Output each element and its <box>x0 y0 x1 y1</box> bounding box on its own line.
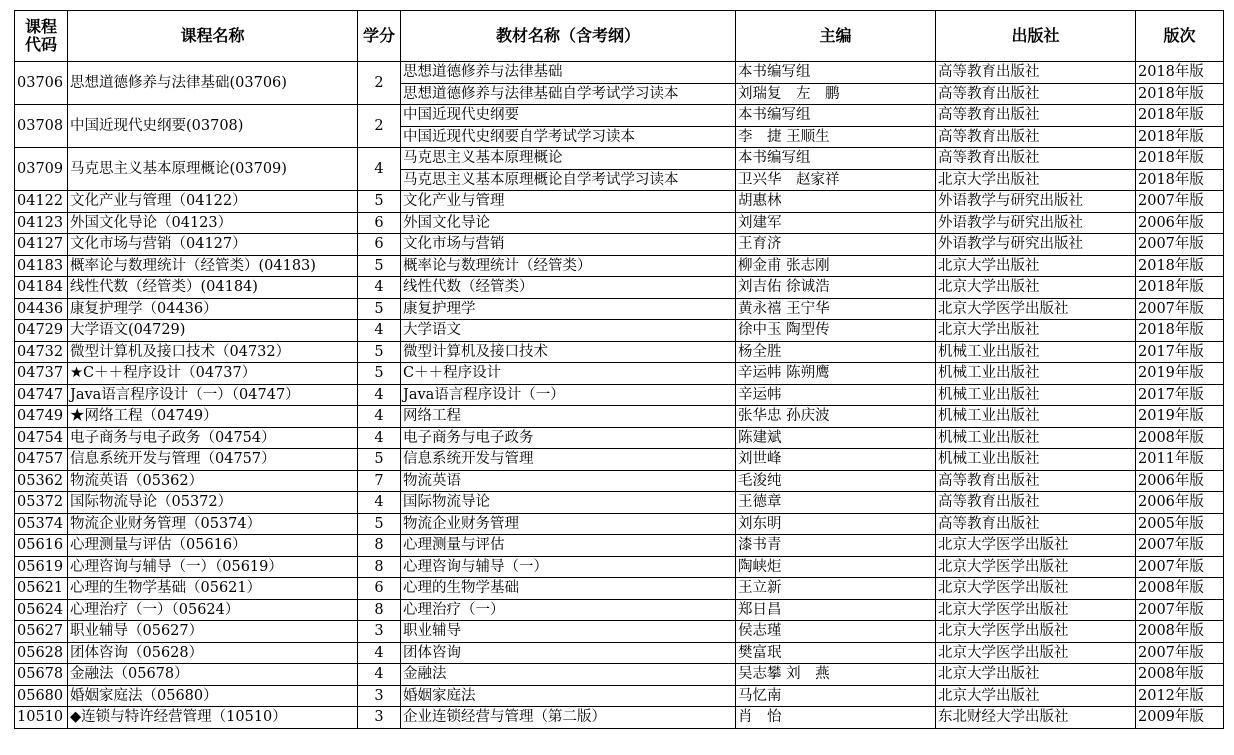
textbook-editor: 刘吉佑 徐诚浩 <box>736 277 936 299</box>
textbook-edition: 2006年版 <box>1136 470 1224 492</box>
textbook-publisher: 机械工业出版社 <box>936 384 1136 406</box>
textbook-editor: 本书编写组 <box>736 105 936 127</box>
textbook-edition: 2019年版 <box>1136 363 1224 385</box>
textbook-editor: 刘建军 <box>736 212 936 234</box>
table-row <box>15 578 1224 600</box>
textbook-publisher: 北京大学出版社 <box>936 277 1136 299</box>
course-name: 马克思主义基本原理概论(03709) <box>68 148 358 191</box>
textbook-edition: 2019年版 <box>1136 406 1224 428</box>
course-name: ◆连锁与特许经营管理（10510） <box>68 707 358 729</box>
textbook-edition: 2017年版 <box>1136 341 1224 363</box>
textbook-editor: 刘东明 <box>736 513 936 535</box>
course-credit: 5 <box>358 298 401 320</box>
course-name: 文化市场与营销（04127） <box>68 234 358 256</box>
textbook-editor: 刘瑞复 左 鹏 <box>736 83 936 105</box>
course-code: 04757 <box>15 449 68 471</box>
textbook-editor: 刘世峰 <box>736 449 936 471</box>
table-row <box>15 685 1224 707</box>
table-row <box>15 363 1224 385</box>
course-code: 05628 <box>15 642 68 664</box>
textbook-edition: 2008年版 <box>1136 621 1224 643</box>
course-name: 思想道德修养与法律基础(03706) <box>68 62 358 105</box>
textbook-publisher: 机械工业出版社 <box>936 406 1136 428</box>
textbook-title: 职业辅导 <box>401 621 736 643</box>
textbook-edition: 2005年版 <box>1136 513 1224 535</box>
textbook-publisher: 北京大学医学出版社 <box>936 642 1136 664</box>
textbook-publisher: 北京大学医学出版社 <box>936 298 1136 320</box>
textbook-editor: 樊富珉 <box>736 642 936 664</box>
table-row <box>15 406 1224 428</box>
textbook-editor: 马忆南 <box>736 685 936 707</box>
textbook-editor: 辛运帏 陈朔鹰 <box>736 363 936 385</box>
course-credit: 6 <box>358 212 401 234</box>
textbook-editor: 陈建斌 <box>736 427 936 449</box>
table-row <box>15 62 1224 84</box>
table-row <box>15 277 1224 299</box>
course-name: ★网络工程（04749） <box>68 406 358 428</box>
textbook-publisher: 外语教学与研究出版社 <box>936 212 1136 234</box>
course-credit: 2 <box>358 105 401 148</box>
textbook-publisher: 北京大学出版社 <box>936 685 1136 707</box>
table-row <box>15 255 1224 277</box>
course-code: 10510 <box>15 707 68 729</box>
table-row <box>15 148 1224 170</box>
course-credit: 7 <box>358 470 401 492</box>
table-row <box>15 234 1224 256</box>
course-name: 信息系统开发与管理（04757） <box>68 449 358 471</box>
course-credit: 8 <box>358 535 401 557</box>
textbook-title: 马克思主义基本原理概论自学考试学习读本 <box>401 169 736 191</box>
textbook-publisher: 高等教育出版社 <box>936 105 1136 127</box>
textbook-title: 国际物流导论 <box>401 492 736 514</box>
header-row <box>15 11 1224 62</box>
course-name: 大学语文(04729) <box>68 320 358 342</box>
course-name: 职业辅导（05627） <box>68 621 358 643</box>
textbook-editor: 郑日昌 <box>736 599 936 621</box>
textbook-edition: 2007年版 <box>1136 642 1224 664</box>
course-code: 03708 <box>15 105 68 148</box>
course-code: 04183 <box>15 255 68 277</box>
textbook-title: C＋＋程序设计 <box>401 363 736 385</box>
textbook-publisher: 北京大学医学出版社 <box>936 556 1136 578</box>
textbook-title: 心理的生物学基础 <box>401 578 736 600</box>
textbook-title: 线性代数（经管类） <box>401 277 736 299</box>
course-credit: 4 <box>358 664 401 686</box>
textbook-edition: 2018年版 <box>1136 62 1224 84</box>
course-credit: 4 <box>358 406 401 428</box>
course-code: 04754 <box>15 427 68 449</box>
course-credit: 3 <box>358 621 401 643</box>
course-credit: 3 <box>358 707 401 729</box>
course-credit: 5 <box>358 363 401 385</box>
textbook-title: 电子商务与电子政务 <box>401 427 736 449</box>
textbook-editor: 漆书青 <box>736 535 936 557</box>
textbook-edition: 2006年版 <box>1136 492 1224 514</box>
table-row <box>15 341 1224 363</box>
course-code: 04729 <box>15 320 68 342</box>
textbook-title: 物流英语 <box>401 470 736 492</box>
textbook-editor: 本书编写组 <box>736 148 936 170</box>
header-credit: 学分 <box>358 11 401 62</box>
course-name: 心理治疗（一）（05624） <box>68 599 358 621</box>
textbook-publisher: 高等教育出版社 <box>936 148 1136 170</box>
textbook-editor: 徐中玉 陶型传 <box>736 320 936 342</box>
course-name: 金融法（05678） <box>68 664 358 686</box>
textbook-title: 婚姻家庭法 <box>401 685 736 707</box>
textbook-editor: 王德章 <box>736 492 936 514</box>
table-row <box>15 427 1224 449</box>
course-code: 04749 <box>15 406 68 428</box>
course-name: 文化产业与管理（04122） <box>68 191 358 213</box>
table-row <box>15 664 1224 686</box>
course-name: 康复护理学（04436） <box>68 298 358 320</box>
course-code: 05619 <box>15 556 68 578</box>
header-publisher: 出版社 <box>936 11 1136 62</box>
textbook-edition: 2007年版 <box>1136 535 1224 557</box>
table-row <box>15 513 1224 535</box>
header-edition: 版次 <box>1136 11 1224 62</box>
textbook-editor: 黄永禧 王宁华 <box>736 298 936 320</box>
course-code: 05678 <box>15 664 68 686</box>
textbook-edition: 2018年版 <box>1136 148 1224 170</box>
course-code: 04737 <box>15 363 68 385</box>
textbook-publisher: 机械工业出版社 <box>936 341 1136 363</box>
table-row <box>15 384 1224 406</box>
textbook-title: 概率论与数理统计（经管类） <box>401 255 736 277</box>
course-code: 05374 <box>15 513 68 535</box>
course-name: 团体咨询（05628） <box>68 642 358 664</box>
table-row <box>15 470 1224 492</box>
course-name: 心理的生物学基础（05621） <box>68 578 358 600</box>
table-row <box>15 298 1224 320</box>
textbook-edition: 2007年版 <box>1136 599 1224 621</box>
course-code: 04184 <box>15 277 68 299</box>
textbook-publisher: 北京大学出版社 <box>936 255 1136 277</box>
textbook-edition: 2011年版 <box>1136 449 1224 471</box>
textbook-publisher: 北京大学医学出版社 <box>936 578 1136 600</box>
textbook-edition: 2018年版 <box>1136 255 1224 277</box>
course-name: 物流英语（05362） <box>68 470 358 492</box>
textbook-publisher: 东北财经大学出版社 <box>936 707 1136 729</box>
textbook-title: 大学语文 <box>401 320 736 342</box>
course-code: 03706 <box>15 62 68 105</box>
textbook-edition: 2008年版 <box>1136 664 1224 686</box>
textbook-edition: 2007年版 <box>1136 556 1224 578</box>
table-row <box>15 320 1224 342</box>
textbook-edition: 2009年版 <box>1136 707 1224 729</box>
textbook-title: 文化市场与营销 <box>401 234 736 256</box>
course-code: 05362 <box>15 470 68 492</box>
course-code: 04732 <box>15 341 68 363</box>
textbook-editor: 肖 怡 <box>736 707 936 729</box>
course-code: 05627 <box>15 621 68 643</box>
textbook-publisher: 高等教育出版社 <box>936 126 1136 148</box>
textbook-edition: 2012年版 <box>1136 685 1224 707</box>
table-row <box>15 707 1224 729</box>
textbook-title: 团体咨询 <box>401 642 736 664</box>
course-credit: 6 <box>358 234 401 256</box>
textbook-edition: 2018年版 <box>1136 169 1224 191</box>
course-code: 05616 <box>15 535 68 557</box>
textbook-title: 信息系统开发与管理 <box>401 449 736 471</box>
textbook-edition: 2017年版 <box>1136 384 1224 406</box>
textbook-title: 金融法 <box>401 664 736 686</box>
textbook-title: 外国文化导论 <box>401 212 736 234</box>
textbook-publisher: 高等教育出版社 <box>936 513 1136 535</box>
course-name: 国际物流导论（05372） <box>68 492 358 514</box>
course-credit: 4 <box>358 427 401 449</box>
course-credit: 4 <box>358 277 401 299</box>
textbook-title: 心理测量与评估 <box>401 535 736 557</box>
textbook-title: 中国近现代史纲要 <box>401 105 736 127</box>
textbook-editor: 卫兴华 赵家祥 <box>736 169 936 191</box>
textbook-edition: 2008年版 <box>1136 427 1224 449</box>
textbook-editor: 张华忠 孙庆波 <box>736 406 936 428</box>
textbook-title: 心理治疗（一） <box>401 599 736 621</box>
course-name: 电子商务与电子政务（04754） <box>68 427 358 449</box>
header-name: 课程名称 <box>68 11 358 62</box>
course-credit: 8 <box>358 556 401 578</box>
textbook-publisher: 北京大学出版社 <box>936 664 1136 686</box>
textbook-publisher: 北京大学医学出版社 <box>936 621 1136 643</box>
textbook-publisher: 高等教育出版社 <box>936 492 1136 514</box>
textbook-edition: 2018年版 <box>1136 105 1224 127</box>
course-credit: 4 <box>358 320 401 342</box>
textbook-title: 企业连锁经营与管理（第二版） <box>401 707 736 729</box>
textbook-title: Java语言程序设计（一） <box>401 384 736 406</box>
textbook-editor: 柳金甫 张志刚 <box>736 255 936 277</box>
course-name: 微型计算机及接口技术（04732） <box>68 341 358 363</box>
course-credit: 4 <box>358 492 401 514</box>
course-name: ★C＋＋程序设计（04737） <box>68 363 358 385</box>
course-credit: 4 <box>358 384 401 406</box>
course-credit: 4 <box>358 148 401 191</box>
table-row <box>15 212 1224 234</box>
textbook-editor: 陶峡炬 <box>736 556 936 578</box>
textbook-title: 网络工程 <box>401 406 736 428</box>
table-row <box>15 191 1224 213</box>
course-credit: 5 <box>358 341 401 363</box>
textbook-publisher: 北京大学出版社 <box>936 169 1136 191</box>
textbook-edition: 2007年版 <box>1136 234 1224 256</box>
course-name: 心理测量与评估（05616） <box>68 535 358 557</box>
textbook-title: 康复护理学 <box>401 298 736 320</box>
course-table <box>14 10 1224 729</box>
textbook-title: 思想道德修养与法律基础 <box>401 62 736 84</box>
course-credit: 5 <box>358 513 401 535</box>
course-name: 心理咨询与辅导（一）（05619） <box>68 556 358 578</box>
textbook-edition: 2007年版 <box>1136 191 1224 213</box>
textbook-editor: 胡惠林 <box>736 191 936 213</box>
textbook-title: 文化产业与管理 <box>401 191 736 213</box>
header-code: 课程 代码 <box>15 11 68 62</box>
course-credit: 4 <box>358 642 401 664</box>
textbook-editor: 辛运帏 <box>736 384 936 406</box>
textbook-edition: 2018年版 <box>1136 83 1224 105</box>
course-name: Java语言程序设计（一）（04747） <box>68 384 358 406</box>
textbook-title: 马克思主义基本原理概论 <box>401 148 736 170</box>
textbook-editor: 王育济 <box>736 234 936 256</box>
course-code: 04747 <box>15 384 68 406</box>
textbook-publisher: 机械工业出版社 <box>936 427 1136 449</box>
textbook-editor: 本书编写组 <box>736 62 936 84</box>
textbook-title: 中国近现代史纲要自学考试学习读本 <box>401 126 736 148</box>
textbook-edition: 2018年版 <box>1136 320 1224 342</box>
course-name: 中国近现代史纲要(03708) <box>68 105 358 148</box>
textbook-edition: 2007年版 <box>1136 298 1224 320</box>
textbook-publisher: 北京大学医学出版社 <box>936 599 1136 621</box>
course-name: 外国文化导论（04123） <box>68 212 358 234</box>
course-credit: 2 <box>358 62 401 105</box>
textbook-editor: 李 捷 王顺生 <box>736 126 936 148</box>
course-credit: 8 <box>358 599 401 621</box>
course-code: 05624 <box>15 599 68 621</box>
table-row <box>15 621 1224 643</box>
textbook-publisher: 北京大学医学出版社 <box>936 535 1136 557</box>
course-code: 05621 <box>15 578 68 600</box>
textbook-editor: 毛浚纯 <box>736 470 936 492</box>
course-code: 04122 <box>15 191 68 213</box>
course-code: 04436 <box>15 298 68 320</box>
course-code: 04123 <box>15 212 68 234</box>
textbook-publisher: 高等教育出版社 <box>936 62 1136 84</box>
course-credit: 3 <box>358 685 401 707</box>
course-credit: 6 <box>358 578 401 600</box>
textbook-title: 微型计算机及接口技术 <box>401 341 736 363</box>
header-textbook: 教材名称（含考纲） <box>401 11 736 62</box>
textbook-publisher: 机械工业出版社 <box>936 363 1136 385</box>
table-row <box>15 599 1224 621</box>
table-row <box>15 535 1224 557</box>
course-code: 05372 <box>15 492 68 514</box>
textbook-publisher: 机械工业出版社 <box>936 449 1136 471</box>
textbook-publisher: 外语教学与研究出版社 <box>936 191 1136 213</box>
course-credit: 5 <box>358 449 401 471</box>
course-name: 婚姻家庭法（05680） <box>68 685 358 707</box>
textbook-publisher: 外语教学与研究出版社 <box>936 234 1136 256</box>
course-code: 04127 <box>15 234 68 256</box>
table-row <box>15 556 1224 578</box>
textbook-editor: 王立新 <box>736 578 936 600</box>
course-credit: 5 <box>358 255 401 277</box>
textbook-editor: 吴志攀 刘 燕 <box>736 664 936 686</box>
course-code: 03709 <box>15 148 68 191</box>
textbook-title: 思想道德修养与法律基础自学考试学习读本 <box>401 83 736 105</box>
textbook-edition: 2008年版 <box>1136 578 1224 600</box>
textbook-edition: 2006年版 <box>1136 212 1224 234</box>
textbook-publisher: 高等教育出版社 <box>936 83 1136 105</box>
table-row <box>15 642 1224 664</box>
course-code: 05680 <box>15 685 68 707</box>
course-credit: 5 <box>358 191 401 213</box>
course-name: 概率论与数理统计（经管类）(04183) <box>68 255 358 277</box>
course-name: 物流企业财务管理（05374） <box>68 513 358 535</box>
textbook-edition: 2018年版 <box>1136 277 1224 299</box>
textbook-publisher: 北京大学出版社 <box>936 320 1136 342</box>
table-row <box>15 492 1224 514</box>
course-name: 线性代数（经管类）(04184) <box>68 277 358 299</box>
textbook-title: 心理咨询与辅导（一） <box>401 556 736 578</box>
textbook-editor: 杨全胜 <box>736 341 936 363</box>
table-row <box>15 449 1224 471</box>
table-row <box>15 105 1224 127</box>
textbook-editor: 侯志瑾 <box>736 621 936 643</box>
textbook-edition: 2018年版 <box>1136 126 1224 148</box>
textbook-publisher: 高等教育出版社 <box>936 470 1136 492</box>
header-editor: 主编 <box>736 11 936 62</box>
textbook-title: 物流企业财务管理 <box>401 513 736 535</box>
